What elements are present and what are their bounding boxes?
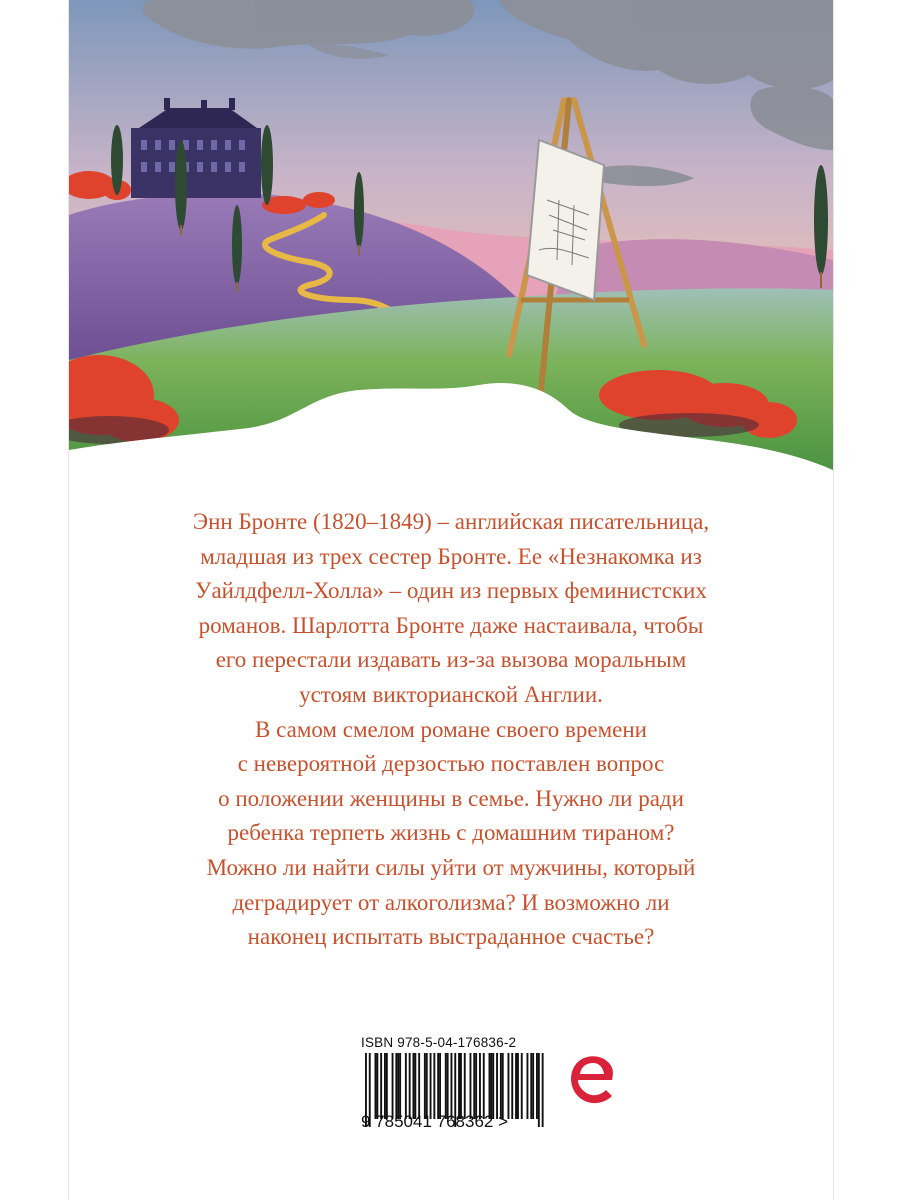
barcode-bar (380, 1053, 382, 1119)
publisher-logo (564, 1050, 619, 1110)
barcode-bar (418, 1053, 420, 1119)
description-line: о положении женщины в семье. Нужно ли ради (218, 785, 684, 811)
barcode-bar (414, 1053, 416, 1119)
barcode-bar (433, 1053, 435, 1119)
description-line: ребенка терпеть жизнь с домашним тираном? (227, 820, 675, 846)
barcode-bar (483, 1053, 485, 1119)
barcode-bar (424, 1053, 426, 1119)
barcode-bar (439, 1053, 441, 1119)
book-description (89, 505, 813, 955)
barcode-bar (447, 1053, 449, 1119)
barcode-bar (527, 1053, 529, 1119)
barcode-bar (384, 1053, 386, 1119)
barcode-bar (511, 1053, 513, 1119)
cover-illustration (69, 0, 833, 500)
description-line: устоям викторианской Англии. (299, 681, 603, 707)
description-line: младшая из трех сестер Бронте. Ее «Незнакомка из (200, 543, 702, 569)
barcode-bar (517, 1053, 519, 1119)
description-paragraph-2 (89, 713, 813, 955)
barcode-bar (489, 1053, 491, 1119)
barcode-bar (395, 1053, 397, 1119)
barcode-bar (413, 1053, 415, 1119)
barcode-bar (530, 1053, 532, 1119)
barcode-bar (405, 1053, 407, 1119)
description-line: Уайлдфелл-Холла» – один из первых феминистских (195, 578, 707, 604)
barcode-bar (515, 1053, 517, 1119)
barcode-bar (536, 1053, 538, 1119)
description-line: Можно ли найти силы уйти от мужчины, который (206, 854, 696, 880)
isbn-label: ISBN 978-5-04-176836-2 (361, 1035, 517, 1050)
isbn-barcode-block (361, 1035, 551, 1135)
barcode-bar (470, 1053, 472, 1119)
barcode-bar (458, 1053, 460, 1119)
barcode-bar (375, 1053, 377, 1119)
barcode-bar (500, 1053, 502, 1119)
barcode-bar (532, 1053, 534, 1119)
description-line: его перестали издавать из-за вызова моральным (215, 647, 687, 673)
barcode-bar (392, 1053, 394, 1119)
publisher-logo-icon (564, 1050, 619, 1110)
barcode-bar (475, 1053, 477, 1119)
barcode-bar (399, 1053, 401, 1119)
barcode-bar (464, 1053, 466, 1119)
barcode-bar (490, 1053, 492, 1119)
barcode-bar (386, 1053, 388, 1119)
book-back-cover (68, 0, 834, 1200)
barcode-bar (492, 1053, 494, 1119)
barcode-bar (451, 1053, 453, 1119)
description-line: романов. Шарлотта Бронте даже настаивала, чтобы (198, 612, 704, 638)
barcode-bar (473, 1053, 475, 1119)
barcode-digits: 9 785041 768362 > (361, 1112, 509, 1131)
barcode-bar (479, 1053, 481, 1119)
description-line: В самом смелом романе своего времени (255, 716, 647, 742)
barcode-bar (409, 1053, 411, 1119)
barcode-bar (502, 1053, 504, 1119)
description-paragraph-1 (89, 505, 813, 713)
barcode-bar (496, 1053, 498, 1119)
barcode-bar (397, 1053, 399, 1119)
barcode-bar (437, 1053, 439, 1119)
description-line: деградирует от алкоголизма? И возможно ли (232, 889, 670, 915)
barcode-bar (445, 1053, 447, 1119)
barcode-bar (430, 1053, 432, 1119)
description-line: с невероятной дерзостью поставлен вопрос (237, 751, 665, 777)
barcode-bar (521, 1053, 523, 1119)
description-line: наконец испытать выстраданное счастье? (247, 924, 655, 950)
barcode-bar (508, 1053, 510, 1119)
landscape-illustration (69, 0, 833, 500)
description-line: Энн Бронте (1820–1849) – английская писательница, (192, 509, 710, 534)
barcode-bar (460, 1053, 462, 1119)
barcode-bar (426, 1053, 428, 1119)
barcode-bar (376, 1053, 378, 1119)
